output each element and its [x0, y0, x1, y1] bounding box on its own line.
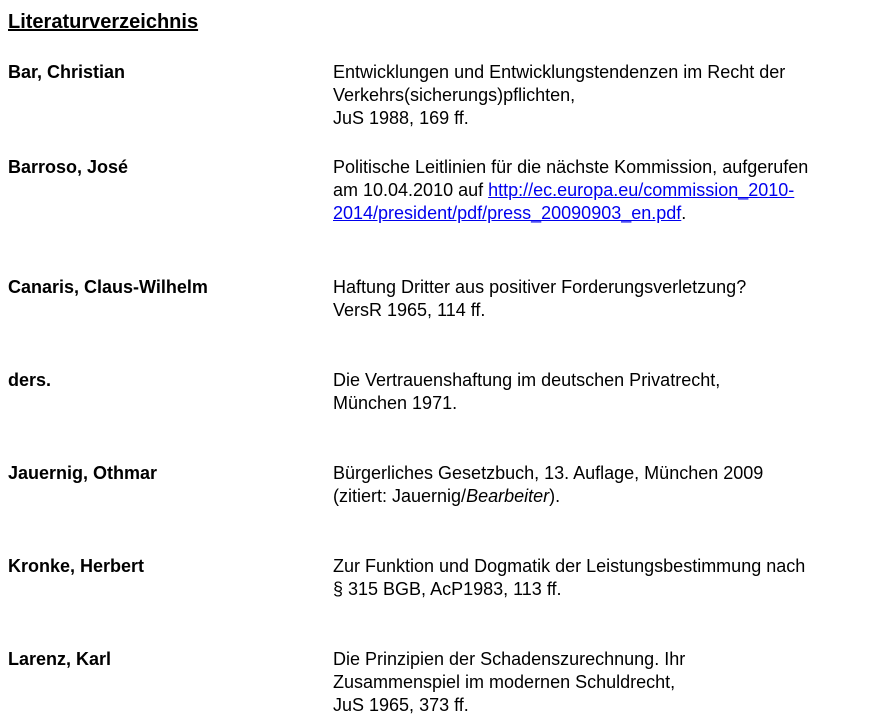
reference-line: Politische Leitlinien für die nächste Kommission, aufgerufen: [333, 157, 809, 177]
reference-line: Verkehrs(sicherungs)pflichten,: [333, 85, 576, 105]
entry-author: Barroso, José: [8, 157, 129, 177]
reference-text: (zitiert: Jauernig/: [333, 486, 467, 506]
reference-link[interactable]: http://ec.europa.eu/commission_2010-: [488, 180, 795, 200]
reference-text: ).: [549, 486, 561, 506]
entry-author: ders.: [8, 370, 52, 390]
reference-line: Bürgerliches Gesetzbuch, 13. Auflage, München 2009: [333, 463, 764, 483]
reference-line: Entwicklungen und Entwicklungstendenzen im Recht der: [333, 62, 786, 82]
reference-italic-text: Bearbeiter: [466, 486, 550, 506]
reference-line: München 1971.: [333, 393, 458, 413]
entry-author: Kronke, Herbert: [8, 556, 145, 576]
reference-text: .: [681, 203, 687, 223]
reference-line: [333, 179, 881, 202]
reference-line: Haftung Dritter aus positiver Forderungsverletzung?: [333, 277, 747, 297]
reference-line: Zur Funktion und Dogmatik der Leistungsbestimmung nach: [333, 556, 806, 576]
reference-line: Die Prinzipien der Schadenszurechnung. Ihr: [333, 649, 686, 669]
entry-reference: [333, 156, 881, 225]
page-title: Literaturverzeichnis: [8, 11, 199, 33]
reference-line: VersR 1965, 114 ff.: [333, 300, 486, 320]
entry-reference: [333, 648, 881, 717]
entry-reference: [333, 61, 881, 130]
entry-reference: [333, 555, 881, 601]
entry-reference: [333, 462, 881, 508]
entry-reference: [333, 369, 881, 415]
reference-line: Zusammenspiel im modernen Schuldrecht,: [333, 672, 676, 692]
entry-reference: [333, 276, 881, 322]
reference-line: Die Vertrauenshaftung im deutschen Privatrecht,: [333, 370, 721, 390]
reference-line: JuS 1988, 169 ff.: [333, 108, 469, 128]
reference-line: JuS 1965, 373 ff.: [333, 695, 469, 715]
entry-author: Larenz, Karl: [8, 649, 112, 669]
reference-line: [333, 485, 881, 508]
entry-author: Jauernig, Othmar: [8, 463, 158, 483]
entry-author: Bar, Christian: [8, 62, 126, 82]
reference-line: § 315 BGB, AcP1983, 113 ff.: [333, 579, 562, 599]
reference-link-continued[interactable]: 2014/president/pdf/press_20090903_en.pdf: [333, 203, 682, 223]
reference-text: am 10.04.2010 auf: [333, 180, 489, 200]
reference-line: [333, 202, 881, 225]
entry-author: Canaris, Claus-Wilhelm: [8, 277, 208, 297]
